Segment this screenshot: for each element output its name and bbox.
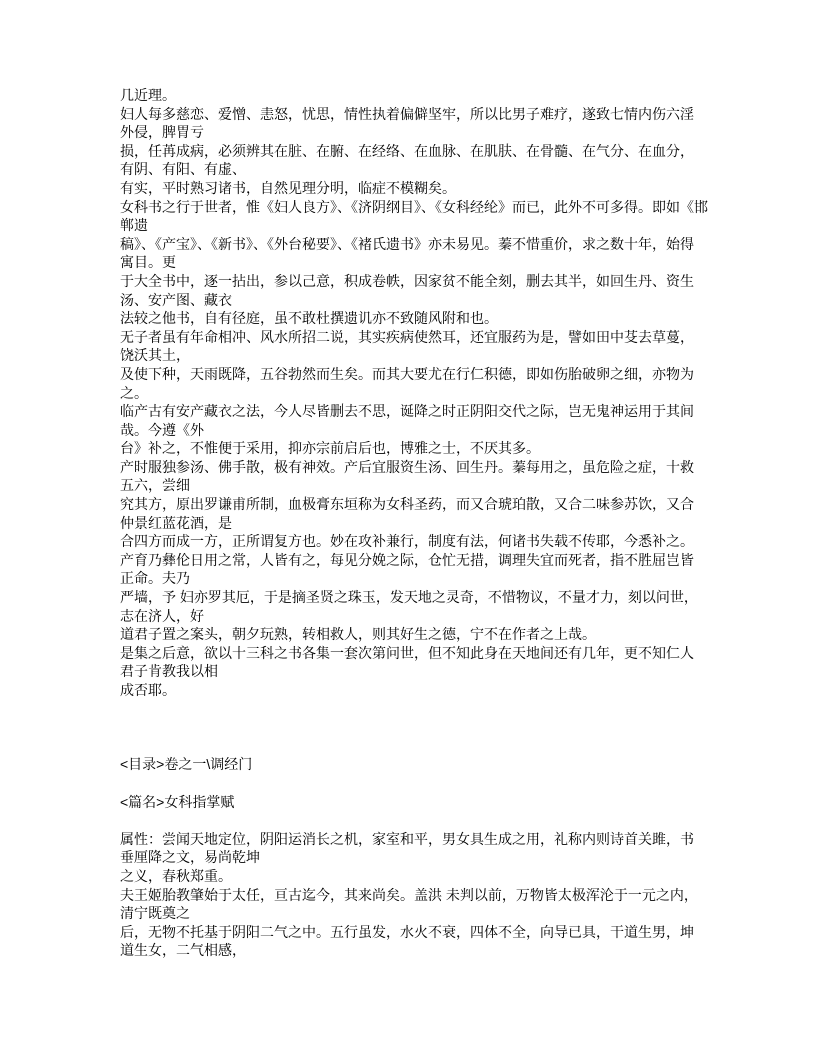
text-line: 道君子置之案头，朝夕玩熟，转相救人，则其好生之德，宁不在作者之上哉。 — [120, 626, 596, 643]
text-line: 临产古有安产藏衣之法，今人尽皆删去不思，诞降之时正阴阳交代之际，岂无鬼神运用于其间 — [120, 403, 694, 420]
text-line: 之义，春秋郑重。 — [120, 867, 232, 884]
text-line: 几近理。 — [120, 87, 176, 103]
text-line: 志在济人，好 — [120, 607, 204, 624]
text-line: 是集之后意，欲以十三科之书各集一套次第问世，但不知此身在天地间还有几年，更不知仁人 — [120, 644, 694, 661]
text-line: 产时服独参汤、佛手散，极有神效。产后宜服资生汤、回生丹。蓁每用之，虽危险之症，十救 — [120, 458, 694, 475]
text-line: 汤、安产图、藏衣 — [120, 291, 232, 308]
text-line: 正命。夫乃 — [120, 570, 190, 587]
text-line: 妇人每多慈恋、爱憎、恚怒，忧思，情性执着偏僻坚牢，所以比男子难疗，遂致七情内伤六淫 — [120, 105, 694, 122]
text-line: 损，任苒成病，必须辨其在脏、在腑、在经络、在血脉、在肌肤、在骨髓、在气分、在血分， — [120, 142, 694, 159]
document-text — [120, 86, 708, 960]
text-line: 属性：尝闻天地定位，阴阳运消长之机，家室和平，男女具生成之用，礼称内则诗首关雎，书 — [120, 830, 694, 847]
text-line: 严墙，予 妇亦罗其厄，于是摘圣贤之珠玉，发天地之灵奇，不惜物议，不量才力，刻以问世， — [120, 589, 698, 606]
text-line: 究其方，原出罗谦甫所制，血极膏东垣称为女科圣药，而又合琥珀散，又合二味参苏饮，又合 — [120, 496, 694, 513]
blank-line — [120, 774, 700, 793]
blank-line — [120, 718, 700, 737]
text-line: 有实，平时熟习诸书，自然见理分明，临症不模糊矣。 — [120, 179, 456, 196]
text-line: 外侵，脾胃亏 — [120, 124, 204, 141]
text-line: 仲景红蓝花酒，是 — [120, 514, 232, 531]
text-line: 于大全书中，逐一拈出，参以己意，积成卷帙，因家贫不能全刻，删去其半，如回生丹、资生 — [120, 272, 694, 289]
text-line: 台》补之，不惟便于采用，抑亦宗前启后也，博雅之士，不厌其多。 — [120, 440, 540, 457]
text-line: 之。 — [120, 384, 148, 401]
text-line: 合四方而成一方，正所谓复方也。妙在攻补兼行，制度有法，何诸书失载不传耶，今悉补之。 — [120, 533, 694, 550]
text-line: 产育乃彝伦日用之常，人皆有之，每见分娩之际，仓忙无措，调理失宜而死者，指不胜屈岂皆 — [120, 551, 694, 568]
text-line: 夫王姬胎教肇始于太任，亘古迄今，其来尚矣。盖洪 未判以前，万物皆太极浑沦于一元之内， — [120, 886, 698, 903]
text-line: 五六，尝细 — [120, 477, 190, 494]
text-line: 及使下种，天雨既降，五谷勃然而生矣。而其大要尤在行仁积德，即如伤胎破卵之细，亦物为 — [120, 365, 694, 382]
text-line: 清宁既奠之 — [120, 905, 190, 922]
blank-line — [120, 700, 700, 719]
text-line: <目录>卷之一\调经门 — [120, 756, 253, 773]
text-line: 无子者虽有年命相冲、风水所招二说，其实疾病使然耳，还宜服药为是，譬如田中芟去草蔓， — [120, 328, 694, 345]
text-line: 哉。今遵《外 — [120, 421, 204, 438]
text-line: 法较之他书，自有径庭，虽不敢杜撰遗讥亦不致随风附和也。 — [120, 310, 498, 327]
text-line: 后，无物不托基于阴阳二气之中。五行虽发，水火不衰，四体不全，向导已具，干道生男，坤 — [120, 923, 694, 940]
text-line: 有阴、有阳、有虚、 — [120, 161, 246, 178]
text-line: 垂厘降之文，易尚乾坤 — [120, 849, 260, 866]
blank-line — [120, 811, 700, 830]
text-line: 成否耶。 — [120, 682, 176, 698]
text-line: 稿》、《产宝》、《新书》、《外台秘要》、《褚氏遗书》亦未易见。蓁不惜重价，求之数十年，始得 — [120, 235, 694, 252]
blank-line — [120, 737, 700, 756]
text-line: 饶沃其土， — [120, 347, 190, 364]
text-line: 君子肯教我以相 — [120, 663, 218, 680]
text-line: 寓目。更 — [120, 254, 176, 271]
text-line: 郸遗 — [120, 217, 148, 234]
text-line: 道生女，二气相感， — [120, 942, 246, 959]
text-line: 女科书之行于世者，惟《妇人良方》、《济阴纲目》、《女科经纶》而已，此外不可多得。即如《邯 — [120, 198, 708, 215]
text-line: <篇名>女科指掌赋 — [120, 793, 235, 810]
